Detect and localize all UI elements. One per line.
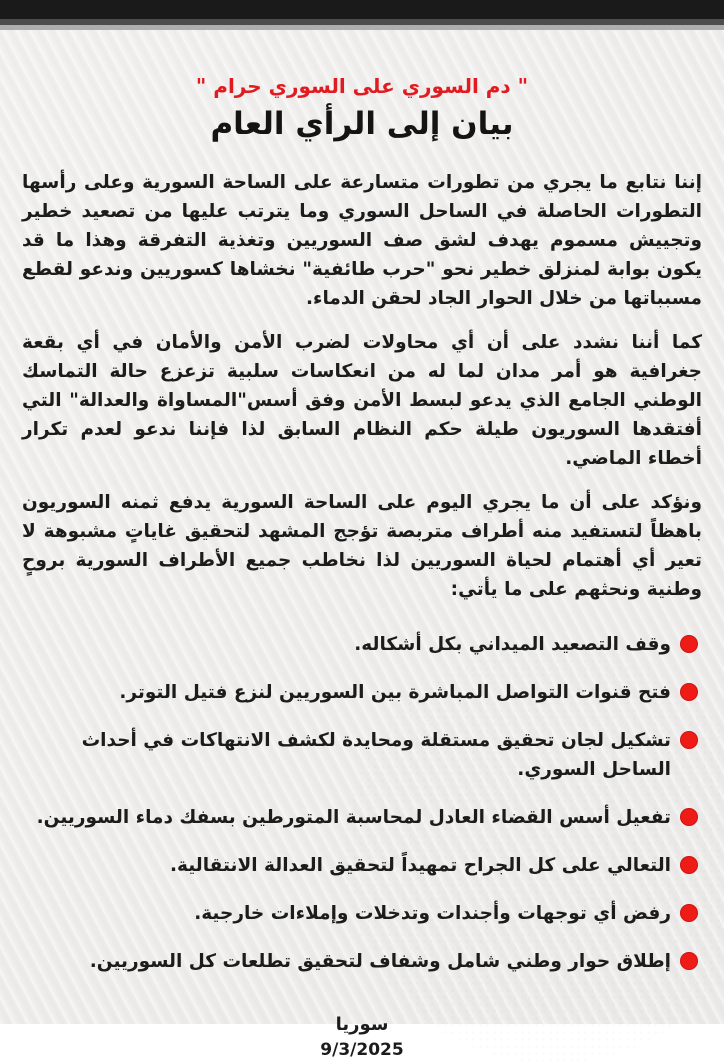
demand-text: التعالي على كل الجراح تمهيداً لتحقيق العدالة الانتقالية. (169, 855, 671, 876)
demand-item (22, 851, 698, 880)
statement-title: بيان إلى الرأي العام (210, 106, 514, 142)
paragraph-situation: إننا نتابع ما يجري من تطورات متسارعة على الساحة السورية وعلى رأسها التطورات الحاصلة في الساحل السوري وما يترتب عليها من تصعيد خطير وتجييش مسموم يهدف لشق صف السوريين وتغذية التفرقة وهذا ما قد يكون بوابة لمنزلق خطير نحو "حرب طائفية" نخشاها كسوريين وندعو لقطع مسبباتها من خلال الحوار الجاد لحقن الدماء. (22, 172, 702, 309)
demand-text: فتح قنوات التواصل المباشرة بين السوريين لنزع فتيل التوتر. (119, 682, 671, 703)
top-border (0, 0, 724, 30)
paragraph-security: كما أننا نشدد على أن أي محاولات لضرب الأمن والأمان في أي بقعة جغرافية هو أمر مدان لما له من انعكاسات سلبية تزعزع حالة التماسك الوطني الجامع الذي يدعو لبسط الأمن وفق أسس"المساواة والعدالة" التي أفتقدها السوريون طيلة حكم النظام السابق لذا فإننا ندعو لعدم تكرار أخطاء الماضي. (22, 332, 702, 469)
footer-location: سوريا (335, 1014, 389, 1035)
top-border-light-gray-bar (0, 25, 724, 30)
demand-item (22, 726, 698, 784)
demand-item (22, 899, 698, 928)
demand-item (22, 630, 698, 659)
red-bullet-icon (680, 856, 698, 874)
demand-text: إطلاق حوار وطني شامل وشفاف لتحقيق تطلعات كل السوريين. (89, 951, 671, 972)
red-bullet-icon (680, 808, 698, 826)
demand-text: تشكيل لجان تحقيق مستقلة ومحايدة لكشف الانتهاكات في أحداث الساحل السوري. (81, 730, 671, 780)
demands-list (22, 630, 702, 976)
paragraph-call-intro: ونؤكد على أن ما يجري اليوم على الساحة السورية يدفع ثمنه السوريون باهظاً لتستفيد منه أطراف متربصة تؤجج المشهد لتحقيق غاياتٍ مشبوهة لا تعير أي أهتمام لحياة السوريين لذا نخاطب جميع الأطراف السورية بروحٍ وطنية ونحثهم على ما يأتي: (22, 492, 702, 600)
top-border-black-bar (0, 0, 724, 19)
red-bullet-icon (680, 952, 698, 970)
demand-text: تفعيل أسس القضاء العادل لمحاسبة المتورطين بسفك دماء السوريين. (36, 807, 671, 828)
red-bullet-icon (680, 635, 698, 653)
statement-content (0, 74, 724, 1062)
demand-item (22, 678, 698, 707)
red-bullet-icon (680, 683, 698, 701)
red-bullet-icon (680, 731, 698, 749)
footer-date: 9/3/2025 (320, 1040, 404, 1060)
red-bullet-icon (680, 904, 698, 922)
slogan-title: " دم السوري على السوري حرام " (195, 74, 529, 98)
demand-item (22, 947, 698, 976)
demand-item (22, 803, 698, 832)
statement-footer (22, 1012, 702, 1062)
demand-text: وقف التصعيد الميداني بكل أشكاله. (354, 634, 671, 655)
demand-text: رفض أي توجهات وأجندات وتدخلات وإملاءات خارجية. (194, 903, 671, 924)
